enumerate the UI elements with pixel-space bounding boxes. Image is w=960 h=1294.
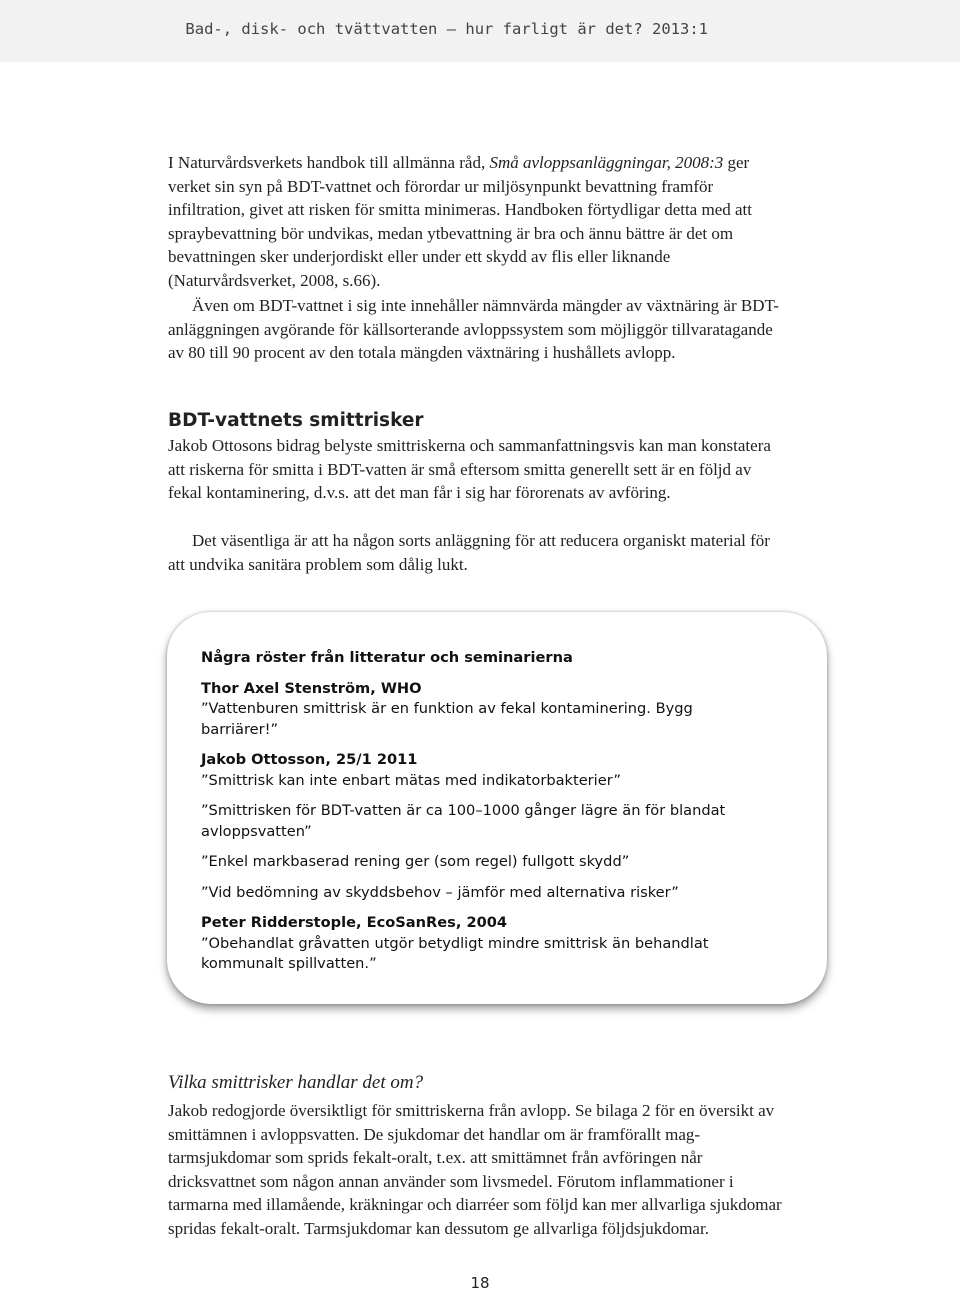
quote: ”Obehandlat gråvatten utgör betydligt mindre smittrisk än behandlat kommunalt spillvatten.” <box>201 934 709 972</box>
quote: ”Vattenburen smittrisk är en funktion av fekal kontaminering. Bygg barriärer!” <box>201 700 693 738</box>
section-heading-smittrisker: BDT-vattnets smittrisker <box>168 410 424 431</box>
section1-paragraph-2: Det väsentliga är att ha någon sorts anläggning för att reducera organiskt material för att undvika sanitära problem som dålig lukt. <box>168 531 770 574</box>
section1-paragraph-1: Jakob Ottosons bidrag belyste smittriskerna och sammanfattningsvis kan man konstatera att riskerna för smitta i BDT-vatten är små eftersom smitta generellt sett är en följd av fekal kontaminering, d.v.s. att det man får i sig har förorenats av avföring. <box>168 436 771 503</box>
callout-content <box>201 648 761 985</box>
intro-p1-start: I Naturvårdsverkets handbok till allmänna råd, <box>168 153 490 172</box>
speaker-name: Jakob Ottosson, 25/1 2011 <box>201 751 418 768</box>
quote: ”Vid bedömning av skyddsbehov – jämför med alternativa risker” <box>201 883 679 901</box>
quotes-callout-box <box>167 612 827 1004</box>
quote: ”Smittrisk kan inte enbart mätas med indikatorbakterier” <box>201 771 621 789</box>
intro-p1-rest: ger verket sin syn på BDT-vattnet och förordar ur miljösynpunkt bevattning framför infiltration, givet att risken för smitta minimeras. Handboken förtydligar detta med att spraybevattning bör undvikas, medan ytbevattning är bra och ännu bättre är det om bevattningen sker underjordiskt eller under ett skydd av flis eller liknande (Naturvårdsverket, 2008, s.66). <box>168 153 752 290</box>
page-number: 18 <box>470 1274 490 1292</box>
quote: ”Smittrisken för BDT-vatten är ca 100–1000 gånger lägre än för blandat avloppsvatten” <box>201 802 726 840</box>
running-title: Bad-, disk- och tvättvatten – hur farligt är det? 2013:1 <box>185 20 708 38</box>
speaker-name: Peter Ridderstople, EcoSanRes, 2004 <box>201 914 508 931</box>
handbook-title: Små avloppsanläggningar, 2008:3 <box>489 153 724 172</box>
page-header <box>0 0 960 62</box>
speaker-name: Thor Axel Stenström, WHO <box>201 679 422 697</box>
intro-paragraph-1 <box>168 151 788 293</box>
intro-paragraph-2: Även om BDT-vattnet i sig inte innehåller nämnvärda mängder av växtnäring är BDT-anläggningen avgörande för källsorterande avloppssystem som möjliggör tillvaratagande av 80 till 90 procent av den totala mängden växtnäring i hushållets avlopp. <box>168 296 779 363</box>
section2-paragraph: Jakob redogjorde översiktligt för smittriskerna från avlopp. Se bilaga 2 för en översikt av smittämnen i avloppsvatten. De sjukdomar det handlar om är framförallt mag-tarmsjukdomar som sprids fekalt-oralt, t.ex. att smittämnet från avföringen når dricksvattnet som någon annan använder som livsmedel. Förutom inflammationer i tarmarna med illamående, kräkningar och diarréer som följd kan mer allvarliga sjukdomar spridas fekalt-oralt. Tarmsjukdomar kan dessutom ge allvarliga följdsjukdomar. <box>168 1101 782 1238</box>
callout-title: Några röster från litteratur och seminarierna <box>201 649 573 666</box>
quote: ”Enkel markbaserad rening ger (som regel) fullgott skydd” <box>201 853 630 870</box>
section-heading-vilka-smittrisker: Vilka smittrisker handlar det om? <box>168 1072 424 1093</box>
